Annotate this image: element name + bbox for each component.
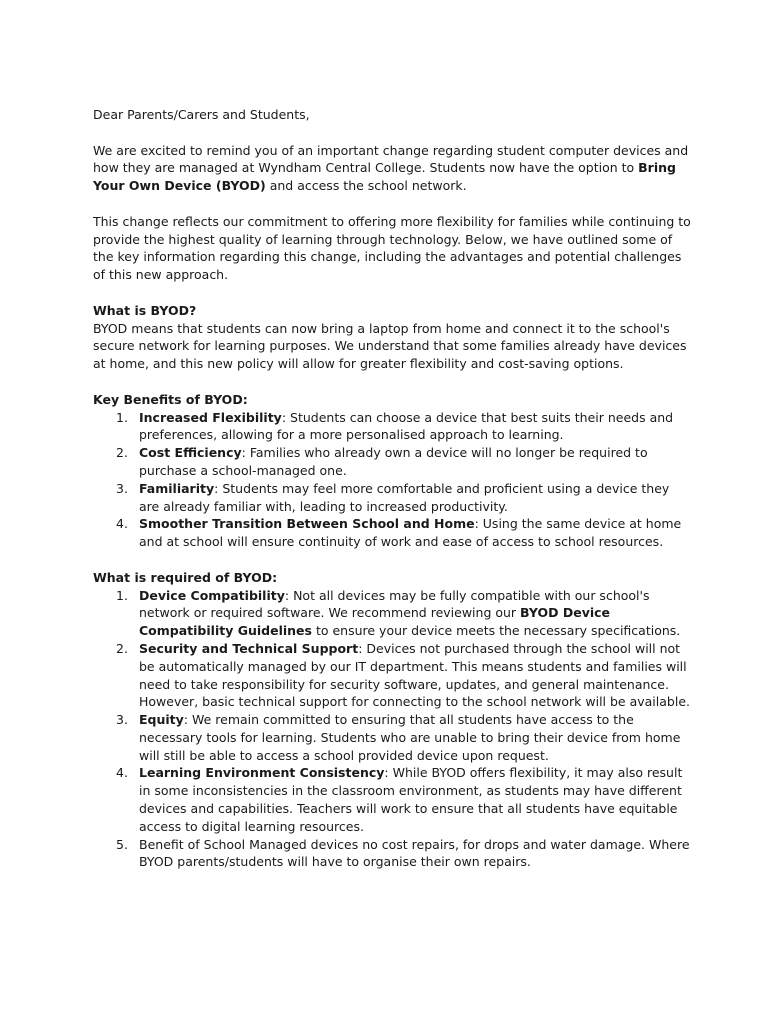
list-item	[93, 515, 693, 551]
list-item-text: : While BYOD offers flexibility, it may also result in some inconsistencies in the classroom environment, as students may have different devices and capabilities. Teachers will work to ensure that all students have equitable access to digital learning resources.	[139, 765, 683, 834]
benefits-heading: Key Benefits of BYOD:	[93, 391, 248, 407]
list-number: 3.	[116, 712, 128, 728]
benefits-list	[93, 409, 693, 551]
list-number: 2.	[116, 640, 128, 656]
list-number: 5.	[116, 836, 128, 852]
list-number: 1.	[116, 587, 128, 603]
list-item-text: : Not all devices may be fully compatible with our school's network or required software. We recommend reviewing our	[139, 587, 650, 621]
byod-bold-term: Bring Your Own Device (BYOD)	[93, 160, 676, 194]
list-item	[93, 711, 693, 764]
list-item-text: : Devices not purchased through the school will not be automatically managed by our IT department. This means students and families will need to take responsibility for security software, updates, and general maintenance. However, basic technical support for connecting to the school network will be available.	[139, 640, 690, 710]
list-number: 1.	[116, 409, 128, 425]
list-item-text: : Students may feel more comfortable and proficient using a device they are already familiar with, leading to increased productivity.	[139, 480, 670, 514]
list-item	[93, 480, 693, 516]
list-item	[93, 764, 693, 835]
list-item-title: Device Compatibility	[139, 587, 285, 603]
intro-text-after: and access the school network.	[265, 178, 467, 194]
list-item-title: Learning Environment Consistency	[139, 765, 385, 781]
list-item	[93, 640, 693, 711]
list-item-title: Smoother Transition Between School and Home	[139, 516, 475, 532]
intro-paragraph-2: This change reflects our commitment to offering more flexibility for families while continuing to provide the highest quality of learning through technology. Below, we have outlined some of the key information regarding this change, including the advantages and potential challenges of this new approach.	[93, 213, 691, 283]
what-is-heading: What is BYOD?	[93, 302, 197, 318]
list-item-title: Familiarity	[139, 480, 215, 496]
list-item-title: Increased Flexibility	[139, 409, 282, 425]
what-is-body: BYOD means that students can now bring a laptop from home and connect it to the school's secure network for learning purposes. We understand that some families already have devices at home, and this new policy will allow for greater flexibility and cost-saving options.	[93, 320, 687, 372]
list-number: 4.	[116, 516, 128, 532]
list-number: 4.	[116, 765, 128, 781]
required-list	[93, 587, 693, 872]
intro-paragraph-1	[93, 142, 693, 195]
guidelines-bold-term: BYOD Device Compatibility Guidelines	[139, 605, 611, 639]
letter-body	[93, 106, 693, 871]
greeting: Dear Parents/Carers and Students,	[93, 107, 310, 122]
list-number: 2.	[116, 445, 128, 461]
list-item	[93, 409, 693, 445]
list-item-text: to ensure your device meets the necessary specifications.	[311, 623, 681, 639]
list-item-text: Benefit of School Managed devices no cost repairs, for drops and water damage. Where BYOD parents/students will have to organise their own repairs.	[139, 836, 690, 870]
list-item	[93, 587, 693, 640]
list-item-title: Security and Technical Support	[139, 640, 359, 656]
list-item-title: Cost Efficiency	[139, 445, 242, 461]
list-item-text: : We remain committed to ensuring that all students have access to the necessary tools for learning. Students who are unable to bring their device from home will still be able to access a school provided device upon request.	[139, 712, 681, 763]
list-item	[93, 836, 693, 872]
list-item-text: : Families who already own a device will no longer be required to purchase a school-managed one.	[139, 445, 648, 478]
intro-text-before: We are excited to remind you of an important change regarding student computer devices and how they are managed at Wyndham Central College. Students now have the option to	[93, 142, 689, 176]
list-item-text: : Using the same device at home and at school will ensure continuity of work and ease of access to school resources.	[139, 516, 682, 550]
list-number: 3.	[116, 480, 128, 496]
required-heading: What is required of BYOD:	[93, 569, 278, 585]
list-item	[93, 444, 693, 480]
list-item-title: Equity	[139, 712, 184, 728]
list-item-text: : Students can choose a device that best suits their needs and preferences, allowing for a more personalised approach to learning.	[139, 409, 674, 443]
